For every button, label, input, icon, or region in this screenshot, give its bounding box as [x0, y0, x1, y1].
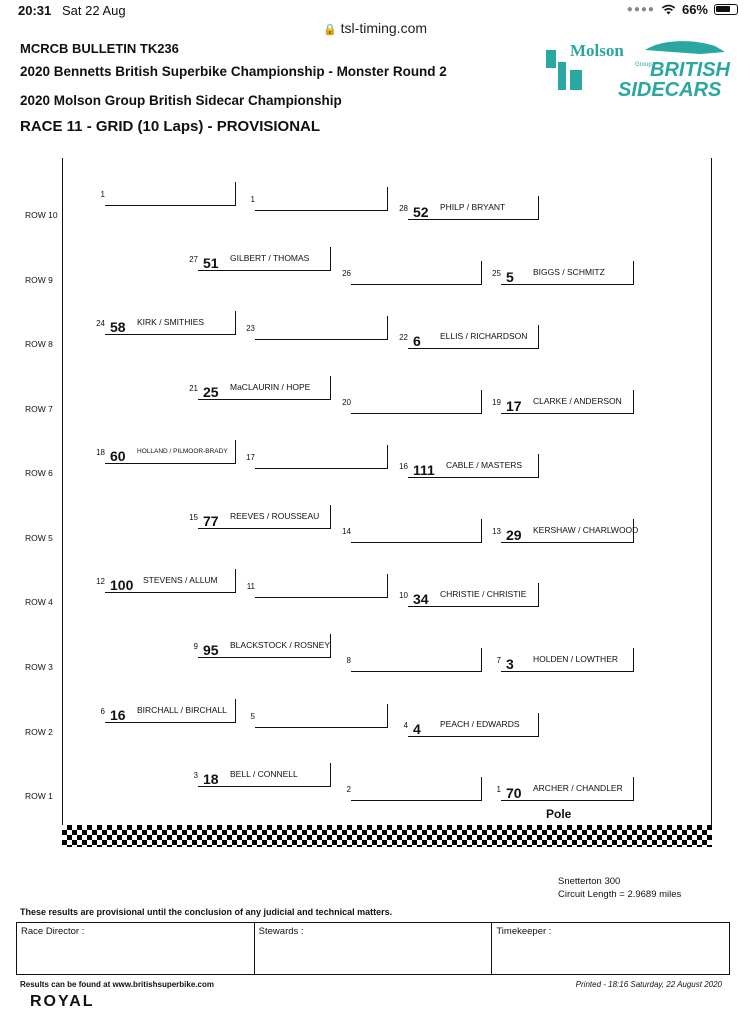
grid-position: 8 [346, 656, 351, 665]
crew-names: CABLE / MASTERS [446, 460, 523, 470]
grid-position: 25 [492, 269, 501, 278]
crew-names: HOLLAND / PILMOOR-BRADY [137, 448, 228, 455]
row-label: ROW 2 [25, 727, 53, 737]
race-number: 34 [413, 591, 429, 607]
grid-slot [346, 648, 482, 672]
grid-position: 1 [250, 195, 255, 204]
footer-sponsor-cut: ROYAL [30, 993, 95, 1010]
grid-position: 28 [399, 204, 408, 213]
logo-text-group: Group [635, 62, 652, 68]
grid-slot [399, 583, 539, 607]
grid-slot [399, 454, 539, 478]
race-number: 17 [506, 398, 522, 414]
grid-slot [193, 634, 331, 658]
grid-slot [399, 196, 539, 220]
crew-names: BELL / CONNELL [230, 769, 298, 779]
grid-position: 15 [189, 513, 198, 522]
crew-names: CLARKE / ANDERSON [533, 396, 622, 406]
race-number: 6 [413, 333, 421, 349]
crew-names: REEVES / ROUSSEAU [230, 511, 320, 521]
grid-position: 2 [346, 785, 351, 794]
battery-percent: 66% [681, 2, 708, 17]
race-number: 58 [110, 319, 126, 335]
grid-position: 17 [246, 453, 255, 462]
grid-slot [193, 763, 331, 787]
battery-icon [714, 4, 738, 15]
row-label: ROW 6 [25, 468, 53, 478]
grid-position: 11 [246, 582, 255, 591]
crew-names: CHRISTIE / CHRISTIE [440, 589, 527, 599]
status-right [627, 2, 738, 17]
grid-position: 1 [496, 785, 501, 794]
row-label: ROW 7 [25, 404, 53, 414]
row-label: ROW 9 [25, 275, 53, 285]
crew-names: BIRCHALL / BIRCHALL [137, 705, 227, 715]
status-date: Sat 22 Aug [62, 3, 126, 18]
british-sidecars-logo [540, 36, 730, 100]
grid-box [351, 390, 482, 414]
grid-right-border [711, 158, 712, 828]
grid-slot [96, 440, 236, 464]
grid-slot [342, 261, 482, 285]
grid-box [351, 648, 482, 672]
grid-position: 12 [96, 577, 105, 586]
grid-slot [346, 777, 482, 801]
race-number: 95 [203, 642, 219, 658]
crew-names: ARCHER / CHANDLER [533, 783, 623, 793]
grid-position: 14 [342, 527, 351, 536]
grid-slot [496, 777, 634, 801]
grid-slot [250, 187, 388, 211]
crew-names: MaCLAURIN / HOPE [230, 382, 311, 392]
race-number: 29 [506, 527, 522, 543]
grid-position: 19 [492, 398, 501, 407]
race-title: RACE 11 - GRID (10 Laps) - PROVISIONAL [20, 118, 321, 135]
grid-slot [96, 569, 236, 593]
grid-position: 23 [246, 324, 255, 333]
grid-slot [342, 519, 482, 543]
grid-slot [189, 247, 331, 271]
crew-names: BLACKSTOCK / ROSNEY [230, 640, 330, 650]
race-number: 18 [203, 771, 219, 787]
crew-names: STEVENS / ALLUM [143, 575, 218, 585]
grid-position: 4 [403, 721, 408, 730]
grid-box [351, 519, 482, 543]
crew-names: GILBERT / THOMAS [230, 253, 310, 263]
grid-slot [246, 445, 388, 469]
stewards-cell: Stewards : [255, 923, 493, 974]
grid-box [351, 261, 482, 285]
checkered-flag-line [62, 825, 712, 847]
grid-box [255, 187, 388, 211]
race-number: 4 [413, 721, 421, 737]
grid-slot [492, 261, 634, 285]
race-number: 5 [506, 269, 514, 285]
grid-slot [399, 325, 539, 349]
crew-names: PHILP / BRYANT [440, 202, 506, 212]
championship-title: 2020 Bennetts British Superbike Championship - Monster Round 2 [20, 64, 447, 79]
crew-names: HOLDEN / LOWTHER [533, 654, 619, 664]
crew-names: KERSHAW / CHARLWOOD [533, 525, 639, 535]
class-title: 2020 Molson Group British Sidecar Championship [20, 93, 342, 108]
grid-slot [246, 316, 388, 340]
grid-position: 10 [399, 591, 408, 600]
race-number: 25 [203, 384, 219, 400]
crew-names: KIRK / SMITHIES [137, 317, 205, 327]
grid-box [255, 316, 388, 340]
row-label: ROW 5 [25, 533, 53, 543]
grid-box [255, 704, 388, 728]
race-number: 3 [506, 656, 514, 672]
grid-slot [250, 704, 388, 728]
lock-icon: 🔒 [322, 24, 337, 36]
grid-slot [189, 376, 331, 400]
row-label: ROW 8 [25, 339, 53, 349]
url-text: tsl-timing.com [340, 20, 428, 36]
crew-names: BIGGS / SCHMITZ [533, 267, 605, 277]
printed-timestamp: Printed - 18:16 Saturday, 22 August 2020 [575, 980, 722, 989]
grid-slot [342, 390, 482, 414]
grid-box [255, 574, 388, 598]
grid-slot [492, 390, 634, 414]
crew-names: ELLIS / RICHARDSON [440, 331, 528, 341]
logo-text-sidecars: SIDECARS [618, 79, 722, 101]
race-number: 70 [506, 785, 522, 801]
grid-left-border [62, 158, 63, 828]
race-number: 100 [110, 577, 134, 593]
race-number: 16 [110, 707, 126, 723]
signal-dots-icon: ●●●● [626, 4, 655, 15]
grid-slot [96, 311, 236, 335]
grid-slot [403, 713, 539, 737]
status-time: 20:31 [18, 3, 52, 18]
grid-position: 5 [250, 712, 255, 721]
grid-position: 13 [492, 527, 501, 536]
race-number: 111 [413, 462, 435, 478]
grid-position: 26 [342, 269, 351, 278]
status-bar [0, 0, 750, 20]
grid-slot [246, 574, 388, 598]
grid-position: 6 [100, 707, 105, 716]
pole-label: Pole [546, 807, 572, 821]
circuit-length: Circuit Length = 2.9689 miles [558, 889, 682, 900]
logo-text-british: BRITISH [650, 59, 730, 81]
provisional-note: These results are provisional until the conclusion of any judicial and technical matters. [20, 907, 393, 917]
bulletin-title: MCRCB BULLETIN TK236 [20, 41, 179, 56]
grid-position: 1 [100, 190, 105, 199]
race-number: 51 [203, 255, 219, 271]
grid-slot [100, 699, 236, 723]
grid-position: 22 [399, 333, 408, 342]
grid-position: 18 [96, 448, 105, 457]
crew-names: PEACH / EDWARDS [440, 719, 520, 729]
grid-slot [492, 519, 639, 543]
row-label: ROW 3 [25, 662, 53, 672]
grid-position: 3 [193, 771, 198, 780]
race-number: 77 [203, 513, 219, 529]
grid-position: 27 [189, 255, 198, 264]
grid-position: 7 [496, 656, 501, 665]
grid-position: 24 [96, 319, 105, 328]
grid-position: 16 [399, 462, 408, 471]
row-label: ROW 1 [25, 791, 53, 801]
grid-box [255, 445, 388, 469]
grid-slot [496, 648, 634, 672]
timekeeper-cell: Timekeeper : [496, 926, 552, 937]
grid-box [105, 182, 236, 206]
grid-position: 9 [193, 642, 198, 651]
grid-position: 20 [342, 398, 351, 407]
race-number: 52 [413, 204, 429, 220]
grid-box [351, 777, 482, 801]
race-number: 60 [110, 448, 126, 464]
circuit-name: Snetterton 300 [558, 876, 621, 887]
wifi-icon [661, 4, 676, 15]
results-url-note: Results can be found at www.britishsuperbike.com [20, 980, 214, 989]
grid-slot [189, 505, 331, 529]
row-label: ROW 4 [25, 597, 53, 607]
row-label: ROW 10 [25, 210, 58, 220]
logo-text-molson: Molson [570, 41, 624, 60]
race-director-cell: Race Director : [17, 923, 255, 974]
grid-slot [100, 182, 236, 206]
grid-position: 21 [189, 384, 198, 393]
signature-table [16, 922, 730, 975]
